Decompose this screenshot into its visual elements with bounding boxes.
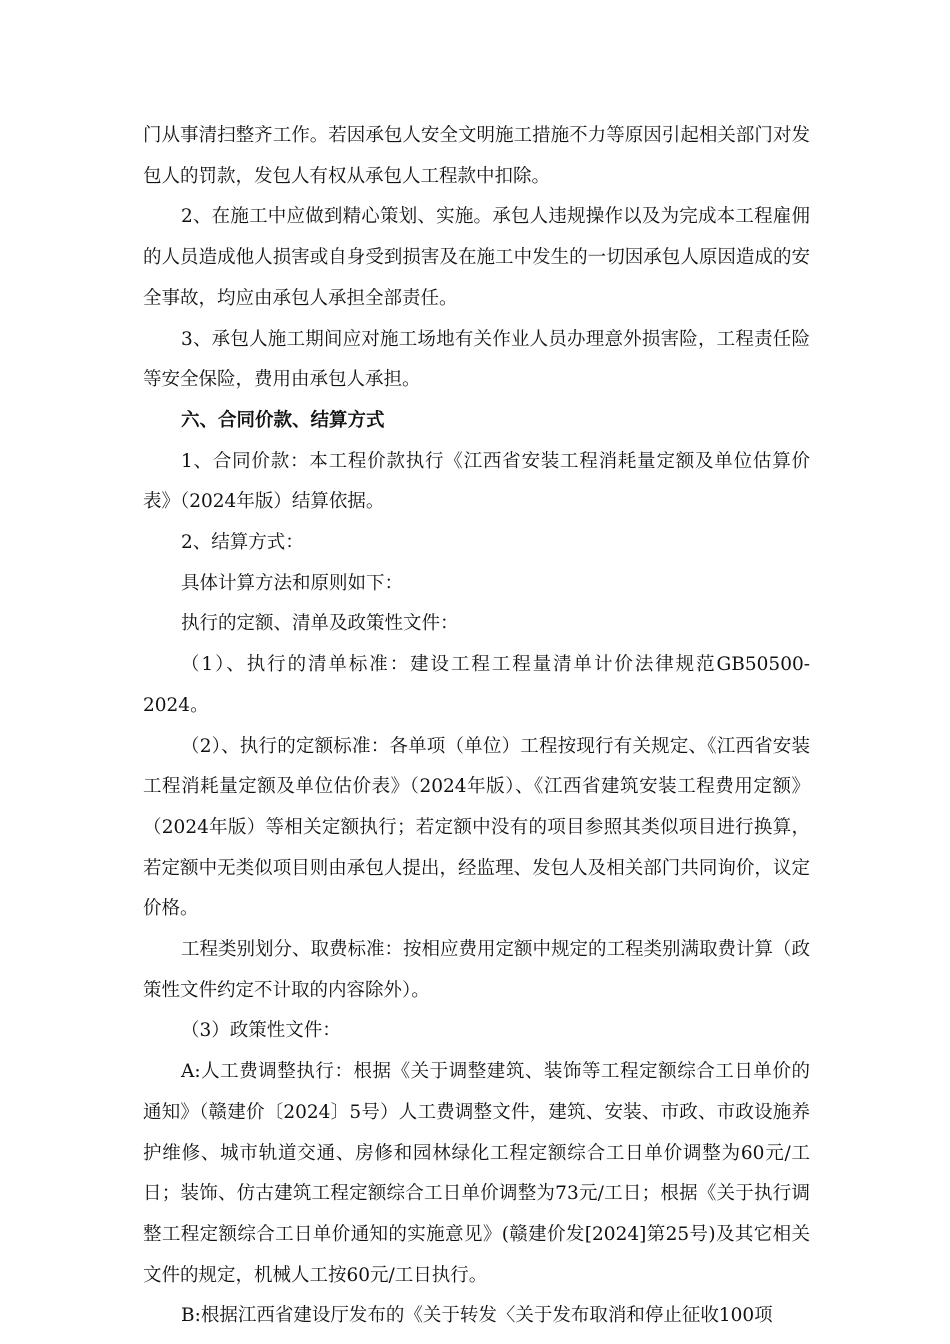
paragraph-calculation-intro: 具体计算方法和原则如下： [181, 572, 404, 594]
paragraph-labor-cost: A:人工费调整执行：根据《关于调整建筑、装饰等工程定额综合工日单价的通知》（赣建价〔2024〕5号）人工费调整文件，建筑、安装、市政、市政设施养护维修、城市轨道交通、房修和园林绿化工程定额综合工日单价调整为60元/工日；装饰、仿古建筑工程定额综合工日单价调整为73元/工日；根据《关于执行调整工程定额综合工日单价通知的实施意见》(赣建价发[2024]第25号)及其它相关文件的规定，机械人工按60元/工日执行。 [143, 1061, 810, 1286]
paragraph-documents-intro: 执行的定额、清单及政策性文件： [181, 613, 459, 635]
document-body [143, 116, 810, 1337]
paragraph-continuation: 门从事清扫整齐工作。若因承包人安全文明施工措施不力等原因引起相关部门对发包人的罚款，发包人有权从承包人工程款中扣除。 [143, 125, 810, 187]
paragraph-settlement-method: 2、结算方式： [181, 532, 304, 554]
paragraph-fee-standard: 工程类别划分、取费标准：按相应费用定额中规定的工程类别满取费计算（政策性文件约定不计取的内容除外）。 [143, 939, 811, 1001]
paragraph-item-3: 3、承包人施工期间应对施工场地有关作业人员办理意外损害险，工程责任险等安全保险，费用由承包人承担。 [143, 328, 810, 391]
paragraph-item-2: 2、在施工中应做到精心策划、实施。承包人违规操作以及为完成本工程雇佣的人员造成他人损害或自身受到损害及在施工中发生的一切因承包人原因造成的安全事故，均应由承包人承担全部责任。 [143, 206, 810, 309]
section-heading-6: 六、合同价款、结算方式 [181, 409, 385, 431]
paragraph-quota-standard: （2）、执行的定额标准：各单项（单位）工程按现行有关规定、《江西省安装工程消耗量定额及单位估价表》（2024年版）、《江西省建筑安装工程费用定额》（2024年版）等相关定额执行；若定额中没有的项目参照其类似项目进行换算，若定额中无类似项目则由承包人提出，经监理、发包人及相关部门共同询价，议定价格。 [143, 735, 810, 920]
paragraph-contract-price: 1、合同价款：本工程价款执行《江西省安装工程消耗量定额及单位估算价表》（2024年版）结算依据。 [143, 450, 810, 513]
paragraph-item-b: B:根据江西省建设厅发布的《关于转发〈关于发布取消和停止征收100项 [181, 1305, 773, 1327]
paragraph-list-standard: （1）、执行的清单标准：建设工程工程量清单计价法律规范GB50500-2024。 [143, 654, 810, 716]
paragraph-policy-documents: （3）政策性文件： [181, 1020, 341, 1042]
